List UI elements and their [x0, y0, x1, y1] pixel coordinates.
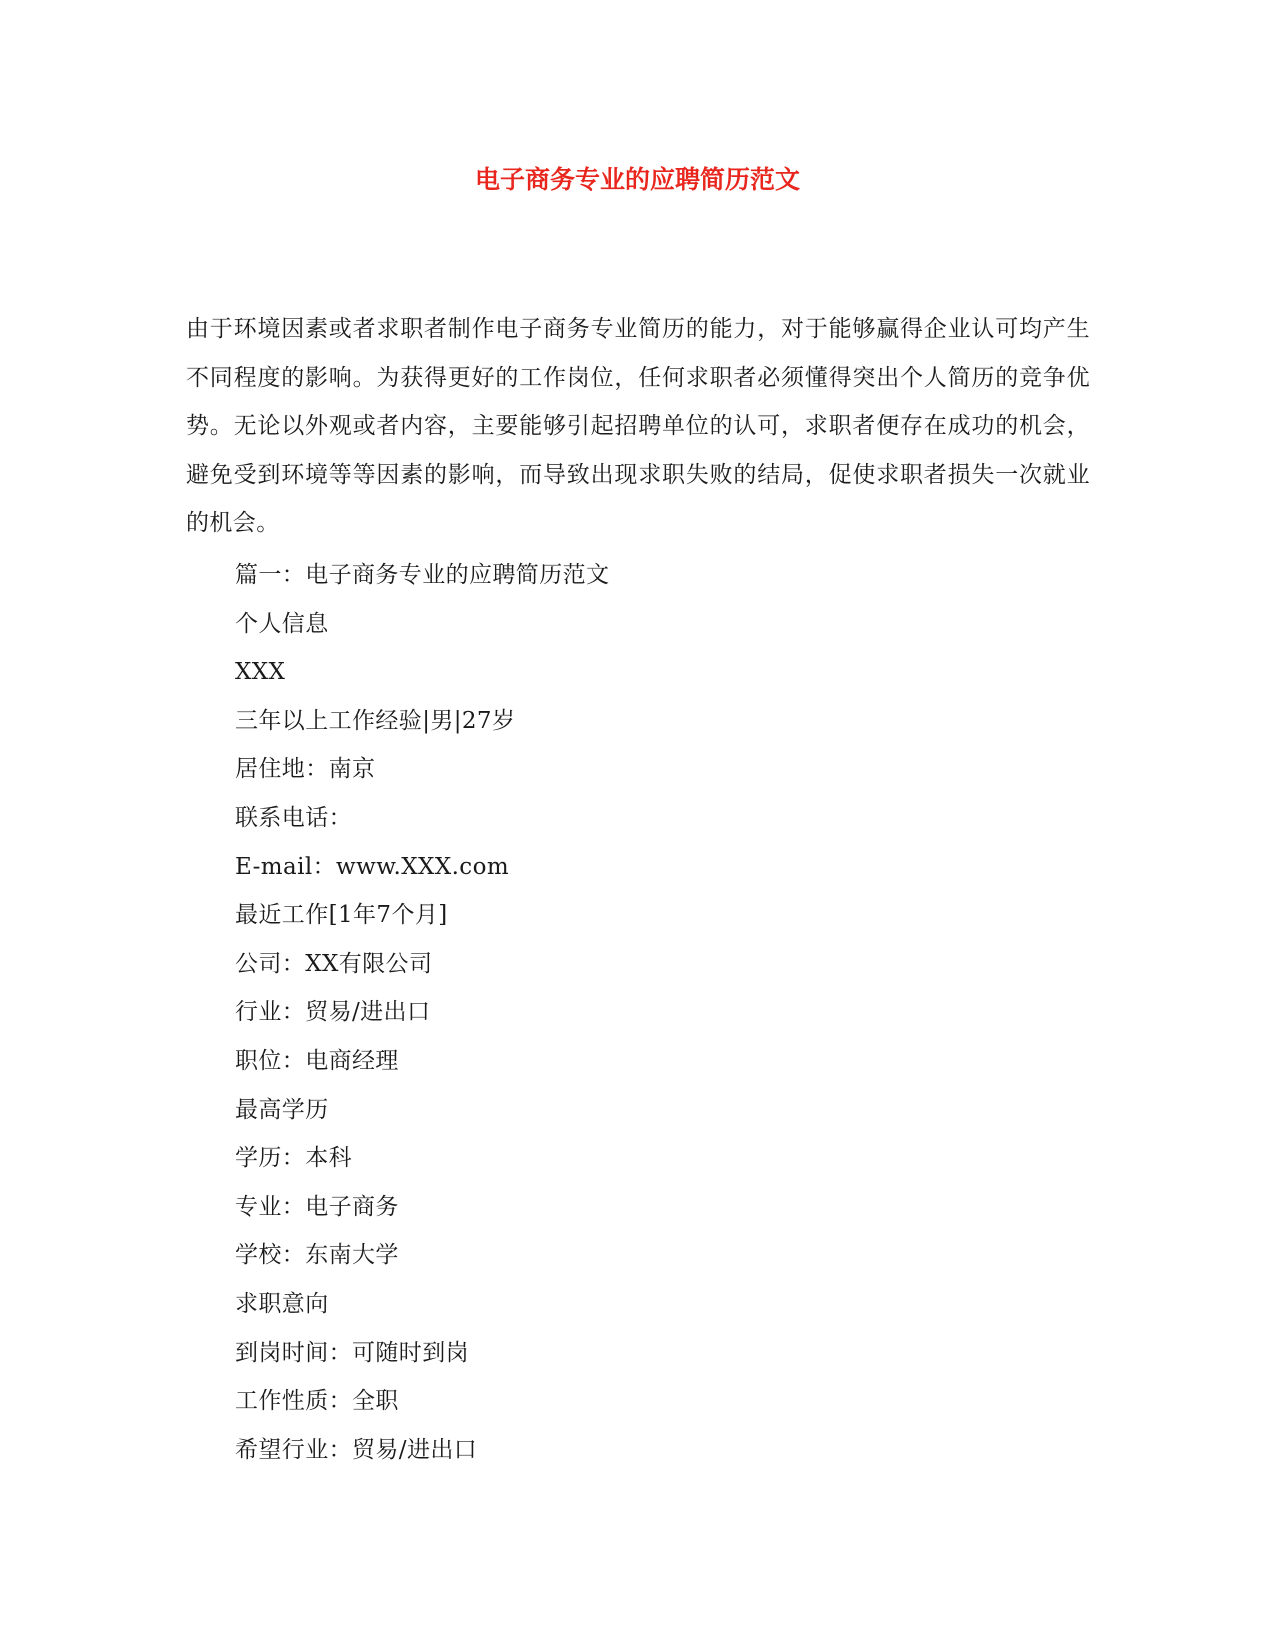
experience-gender-age: 三年以上工作经验|男|27岁	[235, 707, 516, 734]
contact-phone: 联系电话：	[235, 804, 352, 831]
residence: 居住地：南京	[235, 756, 376, 783]
email: E-mail：www.XXX.com	[235, 853, 510, 880]
school: 学校：东南大学	[235, 1242, 399, 1269]
degree: 学历：本科	[235, 1145, 352, 1172]
position: 职位：电商经理	[235, 1047, 399, 1074]
section-heading-recent-work: 最近工作[1年7个月]	[235, 902, 448, 929]
document-title: 电子商务专业的应聘简历范文	[474, 165, 800, 194]
company: 公司：XX有限公司	[235, 950, 433, 977]
section-heading-education: 最高学历	[235, 1096, 329, 1123]
section-heading-personal-info: 个人信息	[235, 610, 329, 637]
candidate-name: XXX	[235, 659, 286, 686]
intro-paragraph: 由于环境因素或者求职者制作电子商务专业简历的能力，对于能够赢得企业认可均产生不同程度的影响。为获得更好的工作岗位，任何求职者必须懂得突出个人简历的竞争优势。无论以外观或者内容，主要能够引起招聘单位的认可，求职者便存在成功的机会，避免受到环境等等因素的影响，而导致出现求职失败的结局，促使求职者损失一次就业的机会。	[186, 316, 1090, 537]
resume-lines	[235, 551, 609, 1474]
job-type: 工作性质：全职	[235, 1388, 399, 1415]
section-heading-article-one: 篇一：电子商务专业的应聘简历范文	[235, 562, 610, 588]
start-date: 到岗时间：可随时到岗	[235, 1339, 469, 1366]
desired-industry: 希望行业：贸易/进出口	[235, 1436, 478, 1463]
section-heading-job-intention: 求职意向	[235, 1290, 329, 1317]
major: 专业：电子商务	[235, 1193, 399, 1220]
industry: 行业：贸易/进出口	[235, 999, 431, 1026]
